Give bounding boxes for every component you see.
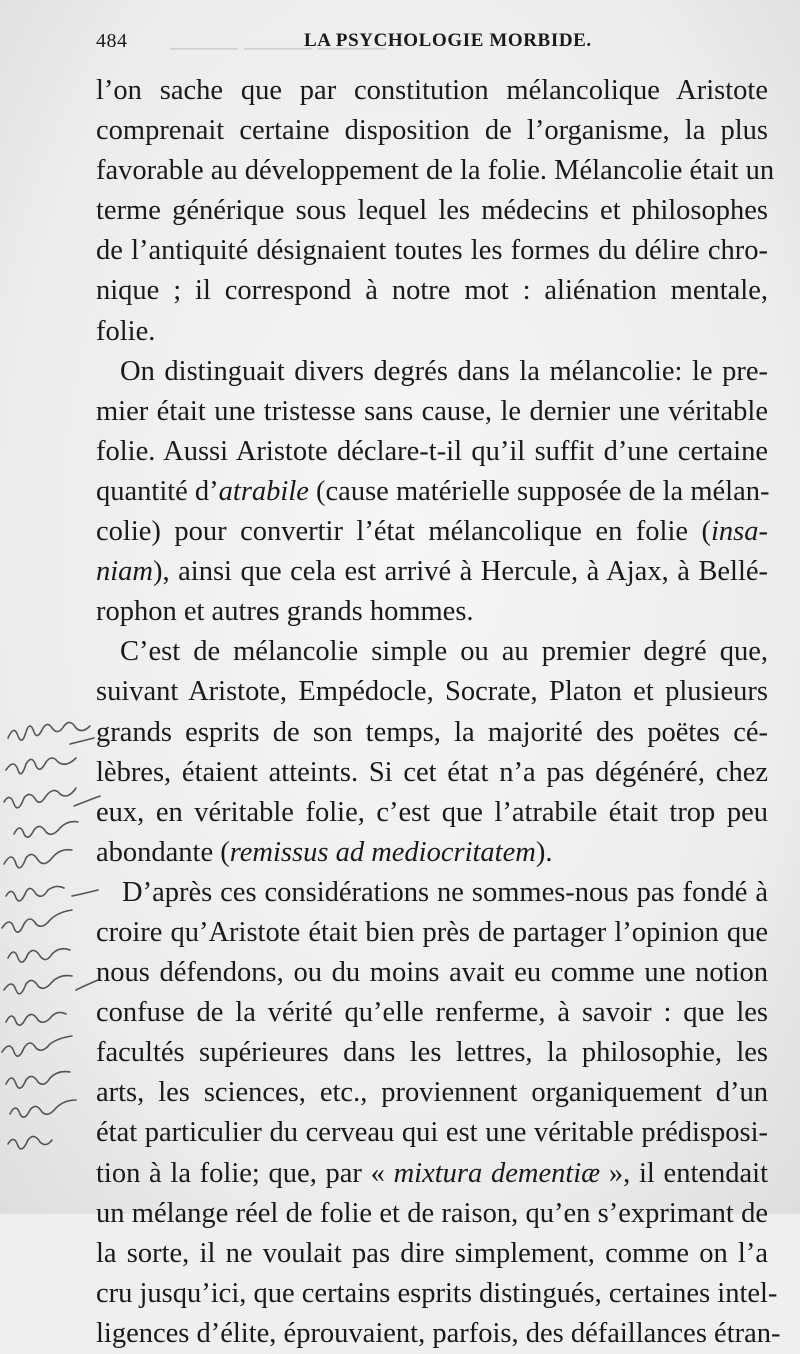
text-line: On distinguait divers degrés dans la mélancolie: le pre- [120,355,768,387]
text-line: un mélange réel de folie et de raison, qu’en s’exprimant de [96,1197,768,1229]
text-line: D’après ces considérations ne sommes-nous pas fondé à [122,876,768,908]
text-line: rophon et autres grands hommes. [96,596,474,628]
text-line: lèbres, étaient atteints. Si cet état n’a pas dégénéré, chez [96,756,768,788]
italic-term: remissus ad mediocritatem [229,836,536,868]
text-line: C’est de mélancolie simple ou au premier degré que, [120,636,768,668]
running-head [96,30,776,60]
text-line: grands esprits de son temps, la majorité des poëtes cé- [96,716,768,748]
text-line: nique ; il correspond à notre mot : aliénation mentale, [96,275,768,307]
italic-term: niam [96,556,153,588]
text-line: folie. Aussi Aristote déclare-t-il qu’il suffit d’une certaine [96,435,768,467]
text-line: colie) pour convertir l’état mélancolique en folie (insa- [96,516,768,548]
text-line: nous défendons, ou du moins avait eu comme une notion [96,957,768,989]
running-title: LA PSYCHOLOGIE MORBIDE. [304,30,592,51]
text-line: l’on sache que par constitution mélancolique Aristote [96,75,768,106]
text-line: de l’antiquité désignaient toutes les formes du délire chro- [96,235,768,267]
bleed-through: ──── ──── ──── [170,36,387,62]
text-line: suivant Aristote, Empédocle, Socrate, Platon et plusieurs [96,676,768,708]
text-line: mier était une tristesse sans cause, le dernier une véritable [96,395,768,427]
handwritten-margin-notes [0,700,110,1180]
text-line: ligences d’élite, éprouvaient, parfois, des défaillances étran- [96,1317,781,1349]
text-line: confuse de la vérité qu’elle renferme, à savoir : que les [96,997,768,1029]
italic-term: insa- [711,516,768,548]
text-line: croire qu’Aristote était bien près de partager l’opinion que [96,916,768,948]
text-line: arts, les sciences, etc., proviennent organiquement d’un [96,1077,768,1109]
body-text [96,71,781,1354]
text-line: facultés supérieures dans les lettres, la philosophie, les [96,1037,768,1069]
page-number: 484 [96,30,128,52]
text-line: terme générique sous lequel les médecins et philosophes [96,195,768,227]
handwriting-scribble [0,700,110,1180]
text-line: la sorte, il ne voulait pas dire simplement, comme on l’a [96,1237,768,1269]
text-line: niam), ainsi que cela est arrivé à Hercule, à Ajax, à Bellé- [96,556,768,588]
italic-term: atrabile [218,475,309,507]
text-line: tion à la folie; que, par « mixtura dementiæ », il entendait [96,1157,768,1189]
text-line: comprenait certaine disposition de l’organisme, la plus [96,115,768,147]
text-line: folie. [96,315,156,347]
text-line: cru jusqu’ici, que certains esprits distingués, certaines intel- [96,1277,778,1309]
text-line: favorable au développement de la folie. Mélancolie était un [96,155,775,187]
italic-term: mixtura dementiæ [393,1157,601,1189]
text-line: état particulier du cerveau qui est une véritable prédisposi- [96,1117,768,1149]
text-line: abondante (remissus ad mediocritatem). [96,836,553,868]
text-line: eux, en véritable folie, c’est que l’atrabile était trop peu [96,796,768,828]
text-line: quantité d’atrabile (cause matérielle supposée de la mélan- [96,475,770,507]
